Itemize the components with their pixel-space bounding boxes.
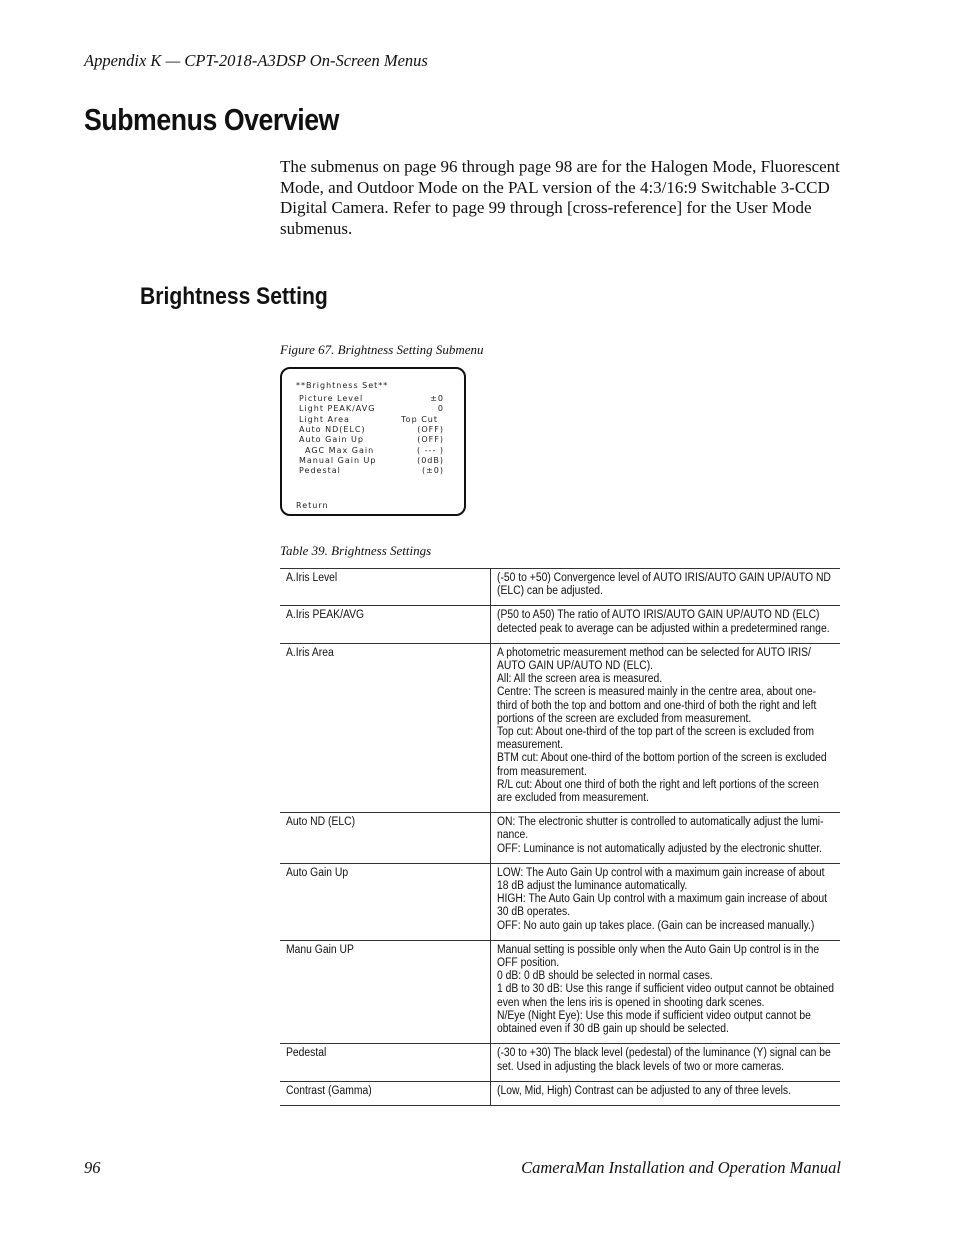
table-row: [280, 940, 840, 1043]
setting-description-cell: [491, 606, 841, 643]
manual-title: CameraMan Installation and Operation Manual: [521, 1158, 841, 1177]
osd-row-auto-nd: [299, 425, 444, 435]
description-line: LOW: The Auto Gain Up control with a maximum gain increase of about 18 dB adjust the luminance automatically.: [497, 866, 825, 893]
description-line: OFF: No auto gain up takes place. (Gain can be increased manually.): [497, 919, 815, 932]
description-line: 1 dB to 30 dB: Use this range if sufficient video output cannot be obtained even when the lens iris is opened in shooting dark scenes.: [497, 983, 834, 1009]
setting-description: [497, 816, 836, 856]
osd-row-agc-max-gain: [299, 446, 444, 456]
osd-row-value: ±0: [430, 394, 444, 403]
osd-row-label: Light PEAK/AVG: [299, 404, 376, 414]
running-head: Appendix K — CPT-2018-A3DSP On-Screen Menus: [84, 51, 428, 70]
osd-row-label: Pedestal: [299, 466, 341, 476]
description-line: R/L cut: About one third of both the right and left portions of the screen are excluded from measurement.: [497, 778, 819, 805]
setting-description-cell: [491, 813, 841, 864]
osd-row-label: Manual Gain Up: [299, 455, 377, 465]
osd-row-auto-gain-up: [299, 435, 444, 445]
osd-row-light-area: [299, 415, 444, 425]
setting-description: [497, 1085, 836, 1098]
setting-name: Manu Gain UP: [286, 943, 354, 956]
description-line: BTM cut: About one-third of the bottom portion of the screen is excluded from measurement.: [497, 752, 827, 778]
setting-description-cell: [491, 1044, 841, 1081]
setting-description-cell: [491, 1081, 841, 1105]
description-line: 0 dB: 0 dB should be selected in normal cases.: [497, 970, 713, 983]
table-caption: Table 39. Brightness Settings: [280, 543, 432, 558]
osd-row-label: Auto ND(ELC): [299, 424, 366, 434]
osd-row-value: (±0): [421, 466, 444, 476]
setting-name-cell: [280, 643, 491, 812]
setting-name: A.Iris Level: [286, 572, 338, 584]
table-row: [280, 569, 840, 606]
setting-description: [497, 609, 836, 635]
osd-row-value: ( --- ): [417, 445, 444, 455]
description-line: All: All the screen area is measured.: [497, 673, 663, 686]
osd-row-pedestal: [299, 466, 444, 476]
osd-row-label: Picture Level: [299, 394, 364, 403]
osd-row-picture-level: [299, 394, 444, 404]
description-line: N/Eye (Night Eye): Use this mode if sufficient video output cannot be obtained even if 30 dB gain up should be selected.: [497, 1009, 811, 1036]
setting-name-cell: [280, 813, 491, 864]
osd-row-value: (0dB): [417, 455, 444, 465]
table-row: [280, 1081, 840, 1105]
setting-description-cell: [491, 863, 841, 940]
osd-row-value: (OFF): [417, 435, 444, 445]
setting-description-cell: [491, 643, 841, 812]
setting-name-cell: [280, 940, 491, 1043]
table-row: [280, 643, 840, 812]
osd-row-label: Auto Gain Up: [299, 435, 364, 445]
description-line: Manual setting is possible only when the Auto Gain Up control is in the OFF position.: [497, 943, 820, 970]
setting-description: [497, 867, 836, 933]
osd-menu-title: **Brightness Set**: [296, 381, 389, 390]
setting-name: Pedestal: [286, 1047, 327, 1060]
table-row: [280, 813, 840, 864]
osd-return-item: Return: [296, 501, 329, 510]
setting-name-cell: [280, 863, 491, 940]
osd-row-label: AGC Max Gain: [305, 445, 375, 455]
subsection-title: Brightness Setting: [140, 283, 328, 310]
table-row: [280, 606, 840, 643]
osd-row-value: Top Cut: [401, 414, 438, 424]
setting-name: Auto ND (ELC): [286, 816, 356, 829]
osd-menu-figure: [280, 367, 466, 516]
setting-name: Auto Gain Up: [286, 866, 349, 879]
description-line: ON: The electronic shutter is controlled to automatically adjust the luminance.: [497, 816, 824, 842]
description-line: A photometric measurement method can be selected for AUTO IRIS/ AUTO GAIN UP/AUTO ND (ELC).: [497, 646, 811, 673]
description-line: OFF: Luminance is not automatically adjusted by the electronic shutter.: [497, 842, 823, 855]
setting-name-cell: [280, 1081, 491, 1105]
intro-paragraph: The submenus on page 96 through page 98 are for the Halogen Mode, Fluorescent Mode, and Outdoor Mode on the PAL version of the 4:3/16:9 Switchable 3-CCD Digital Camera. Refer to page 99 through [cross-reference] for the User Mode submenus.: [280, 157, 840, 238]
setting-description: [497, 647, 836, 805]
setting-name-cell: [280, 569, 491, 606]
description-line: (-50 to +50) Convergence level of AUTO IRIS/AUTO GAIN UP/AUTO ND (ELC) can be adjusted.: [497, 572, 831, 598]
section-title: Submenus Overview: [84, 102, 339, 137]
setting-description-cell: [491, 569, 841, 606]
osd-row-value: (OFF): [417, 424, 444, 434]
setting-description: [497, 572, 836, 598]
table-row: [280, 1044, 840, 1081]
description-line: (P50 to A50) The ratio of AUTO IRIS/AUTO GAIN UP/AUTO ND (ELC) detected peak to average can be adjusted within a predetermined range.: [497, 609, 830, 635]
description-line: Centre: The screen is measured mainly in the centre area, about one-third of both the top and bottom and one-third of both the right and left portions of the screen are excluded from measurement.: [497, 686, 817, 725]
osd-row-manual-gain-up: [299, 456, 444, 466]
setting-name: A.Iris Area: [286, 646, 334, 659]
brightness-settings-table: [280, 568, 840, 1106]
setting-name: A.Iris PEAK/AVG: [286, 609, 365, 622]
setting-name-cell: [280, 606, 491, 643]
osd-row-label: Light Area: [299, 414, 350, 424]
description-line: HIGH: The Auto Gain Up control with a maximum gain increase of about 30 dB operates.: [497, 893, 828, 919]
setting-description: [497, 944, 836, 1036]
description-line: Top cut: About one-third of the top part of the screen is excluded from measurement.: [497, 726, 815, 752]
osd-row-value: 0: [437, 404, 444, 414]
setting-description-cell: [491, 940, 841, 1043]
figure-caption: Figure 67. Brightness Setting Submenu: [280, 342, 484, 357]
description-line: (Low, Mid, High) Contrast can be adjusted to any of three levels.: [497, 1084, 791, 1097]
setting-name-cell: [280, 1044, 491, 1081]
page-number: 96: [84, 1158, 101, 1177]
setting-name: Contrast (Gamma): [286, 1084, 372, 1097]
description-line: (-30 to +30) The black level (pedestal) of the luminance (Y) signal can be set. Used in adjusting the black levels of two or more cameras.: [497, 1047, 831, 1073]
osd-row-light-peak-avg: [299, 404, 444, 414]
table-row: [280, 863, 840, 940]
setting-description: [497, 1047, 836, 1073]
